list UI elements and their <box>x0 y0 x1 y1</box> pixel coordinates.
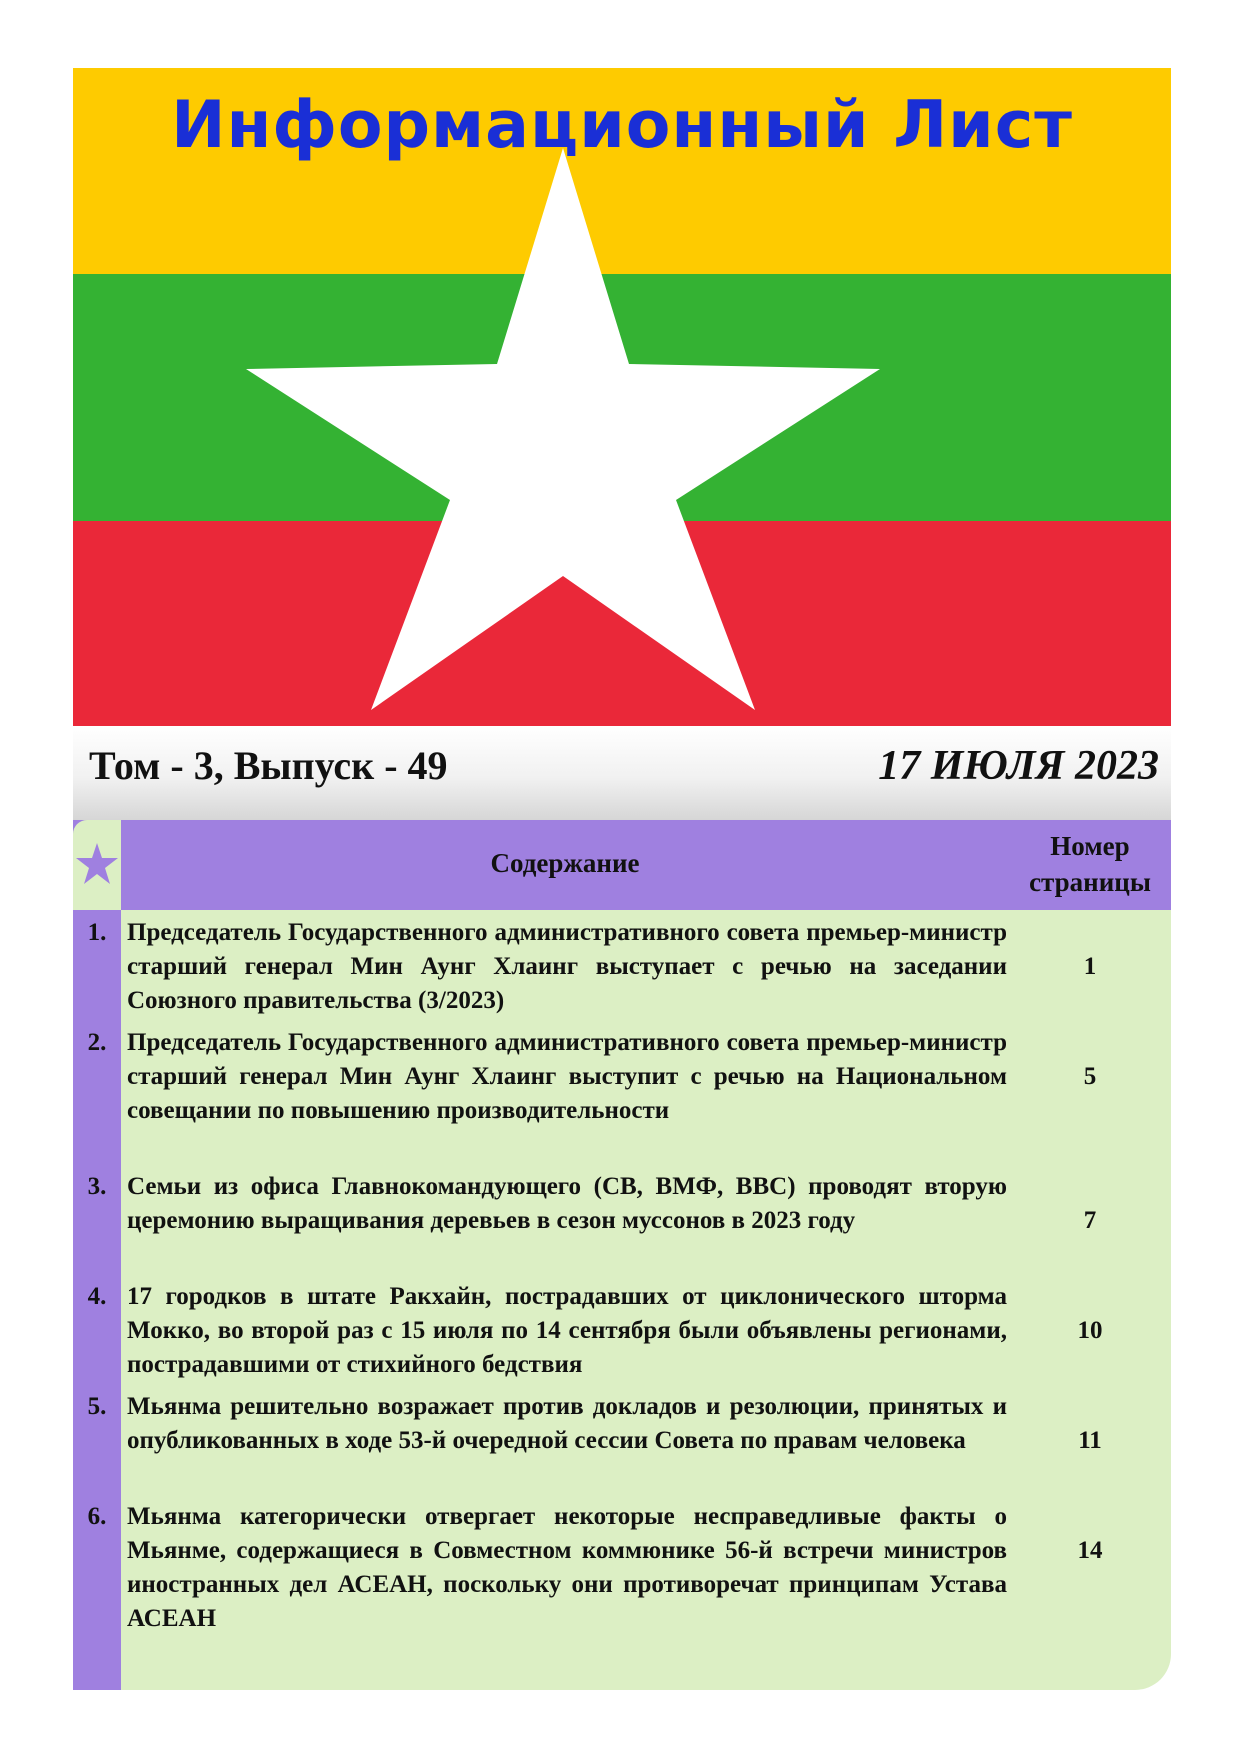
toc-item-page: 1 <box>1083 953 1097 980</box>
toc-item-title[interactable]: Председатель Государственного административного совета премьер-министр старший генерал Мин Аунг Хлаинг выступит с речью на Национальном совещании по повышению производительности <box>127 1029 1007 1124</box>
header-contents: Содержание <box>490 848 640 878</box>
toc-item-page: 5 <box>1083 1063 1097 1090</box>
number-column <box>73 820 121 1690</box>
flag-star-icon <box>73 68 1171 726</box>
toc-item-number: 6. <box>87 1503 107 1530</box>
toc-item-page: 11 <box>1078 1427 1102 1454</box>
table-of-contents <box>73 820 1171 1690</box>
myanmar-flag-cover <box>73 68 1171 726</box>
page-title: Информационный Лист <box>171 88 1073 163</box>
toc-item-page: 14 <box>1077 1537 1103 1564</box>
star-cell <box>73 820 121 910</box>
toc-item-title[interactable]: 17 городков в штате Ракхайн, пострадавших от циклонического шторма Мокко, во второй раз с 15 июля по 14 сентября были объявлены регионами, пострадавшими от стихийного бедствия <box>127 1283 1007 1378</box>
toc-item-page: 7 <box>1083 1207 1097 1234</box>
volume-issue: Том - 3, Выпуск - 49 <box>89 743 448 788</box>
toc-item-page: 10 <box>1077 1317 1103 1344</box>
toc-item-number: 5. <box>87 1393 107 1420</box>
toc-item-number: 4. <box>87 1283 107 1310</box>
issue-bar <box>73 726 1171 820</box>
star-icon <box>75 842 119 886</box>
header-page-number: Номер страницы <box>1029 831 1151 897</box>
toc-header <box>121 820 1171 910</box>
toc-item-number: 1. <box>87 919 107 946</box>
toc-item-title[interactable]: Семьи из офиса Главнокомандующего (СВ, ВМФ, ВВС) проводят вторую церемонию выращивания деревьев в сезон муссонов в 2023 году <box>127 1173 1007 1234</box>
toc-item-number: 2. <box>87 1029 107 1056</box>
toc-item-title[interactable]: Мьянма решительно возражает против докладов и резолюции, принятых и опубликованных в ходе 53-й очередной сессии Совета по правам человека <box>127 1393 1007 1454</box>
toc-item-title[interactable]: Мьянма категорически отвергает некоторые несправедливые факты о Мьянме, содержащиеся в Совместном коммюнике 56-й встречи министров иностранных дел АСЕАН, поскольку они противоречат принципам Устава АСЕАН <box>127 1503 1007 1632</box>
issue-date: 17 ИЮЛЯ 2023 <box>878 743 1159 789</box>
toc-item-number: 3. <box>87 1173 107 1200</box>
toc-item-title[interactable]: Председатель Государственного административного совета премьер-министр старший генерал Мин Аунг Хлаинг выступает с речью на заседании Союзного правительства (3/2023) <box>127 919 1007 1014</box>
